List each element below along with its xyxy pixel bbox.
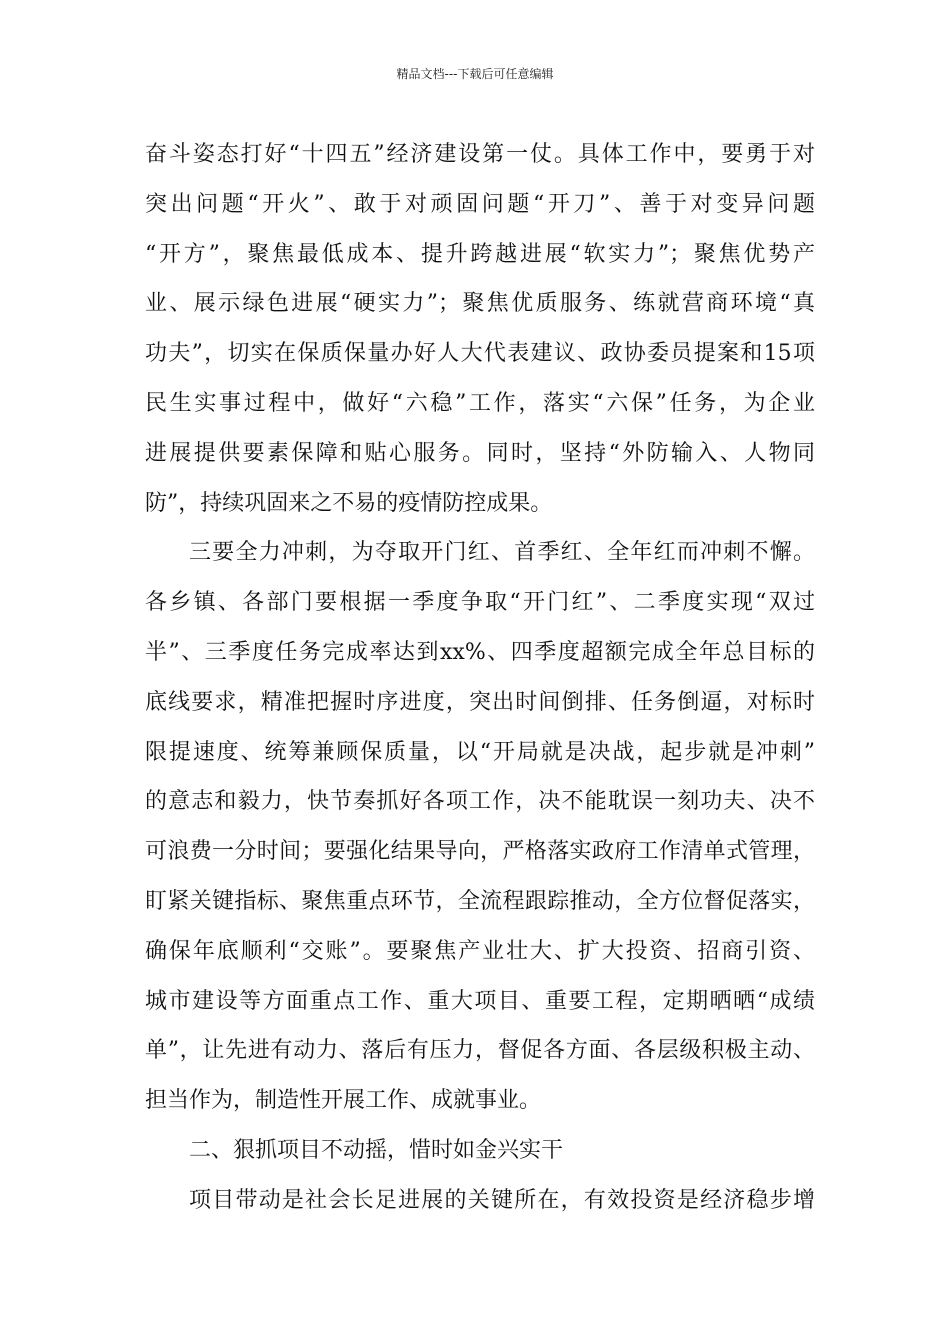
text-line: 限提速度、统筹兼顾保质量，以“开局就是决战，起步就是冲刺” [145,739,815,765]
text-line: 三要全力冲刺，为夺取开门红、首季红、全年红而冲刺不懈。 [189,540,815,566]
text-line: 奋斗姿态打好“十四五”经济建设第一仗。具体工作中，要勇于对 [145,142,815,167]
page-header: 精品文档---下载后可任意编辑 [396,67,554,81]
text-line: 民生实事过程中，做好“六稳”工作，落实“六保”任务，为企业 [145,390,815,416]
text-line: 担当作为，制造性开展工作、成就事业。 [145,1088,542,1114]
text-line: 二、狠抓项目不动摇，惜时如金兴实干 [189,1137,564,1163]
text-line: 进展提供要素保障和贴心服务。同时，坚持“外防输入、人物同 [145,440,815,466]
text-line: 防”，持续巩固来之不易的疫情防控成果。 [145,490,553,516]
text-line: 底线要求，精准把握时序进度，突出时间倒排、任务倒逼，对标时 [145,689,815,715]
text-line: 可浪费一分时间；要强化结果导向，严格落实政府工作清单式管理， [145,839,815,865]
text-line: 城市建设等方面重点工作、重大项目、重要工程，定期晒晒“成绩 [145,988,815,1014]
text-line: 的意志和毅力，快节奏抓好各项工作，决不能耽误一刻功夫、决不 [145,789,815,815]
text-line: 半”、三季度任务完成率达到xx%、四季度超额完成全年总目标的 [145,639,815,665]
text-line: 业、展示绿色进展“硬实力”；聚焦优质服务、练就营商环境“真 [145,291,815,317]
text-line: 功夫”，切实在保质保量办好人大代表建议、政协委员提案和15项 [145,341,815,367]
text-line: 突出问题“开火”、敢于对顽固问题“开刀”、善于对变异问题 [145,191,815,217]
text-line: 单”，让先进有动力、落后有压力，督促各方面、各层级积极主动、 [145,1038,815,1064]
text-line: 项目带动是社会长足进展的关键所在，有效投资是经济稳步增 [189,1187,815,1213]
text-line: 盯紧关键指标、聚焦重点环节，全流程跟踪推动，全方位督促落实， [145,888,815,914]
body-text [145,130,815,1226]
text-line: 确保年底顺利“交账”。要聚焦产业壮大、扩大投资、招商引资、 [145,938,815,964]
text-line: 各乡镇、各部门要根据一季度争取“开门红”、二季度实现“双过 [145,590,815,616]
text-line: “开方”，聚焦最低成本、提升跨越进展“软实力”；聚焦优势产 [145,241,815,267]
